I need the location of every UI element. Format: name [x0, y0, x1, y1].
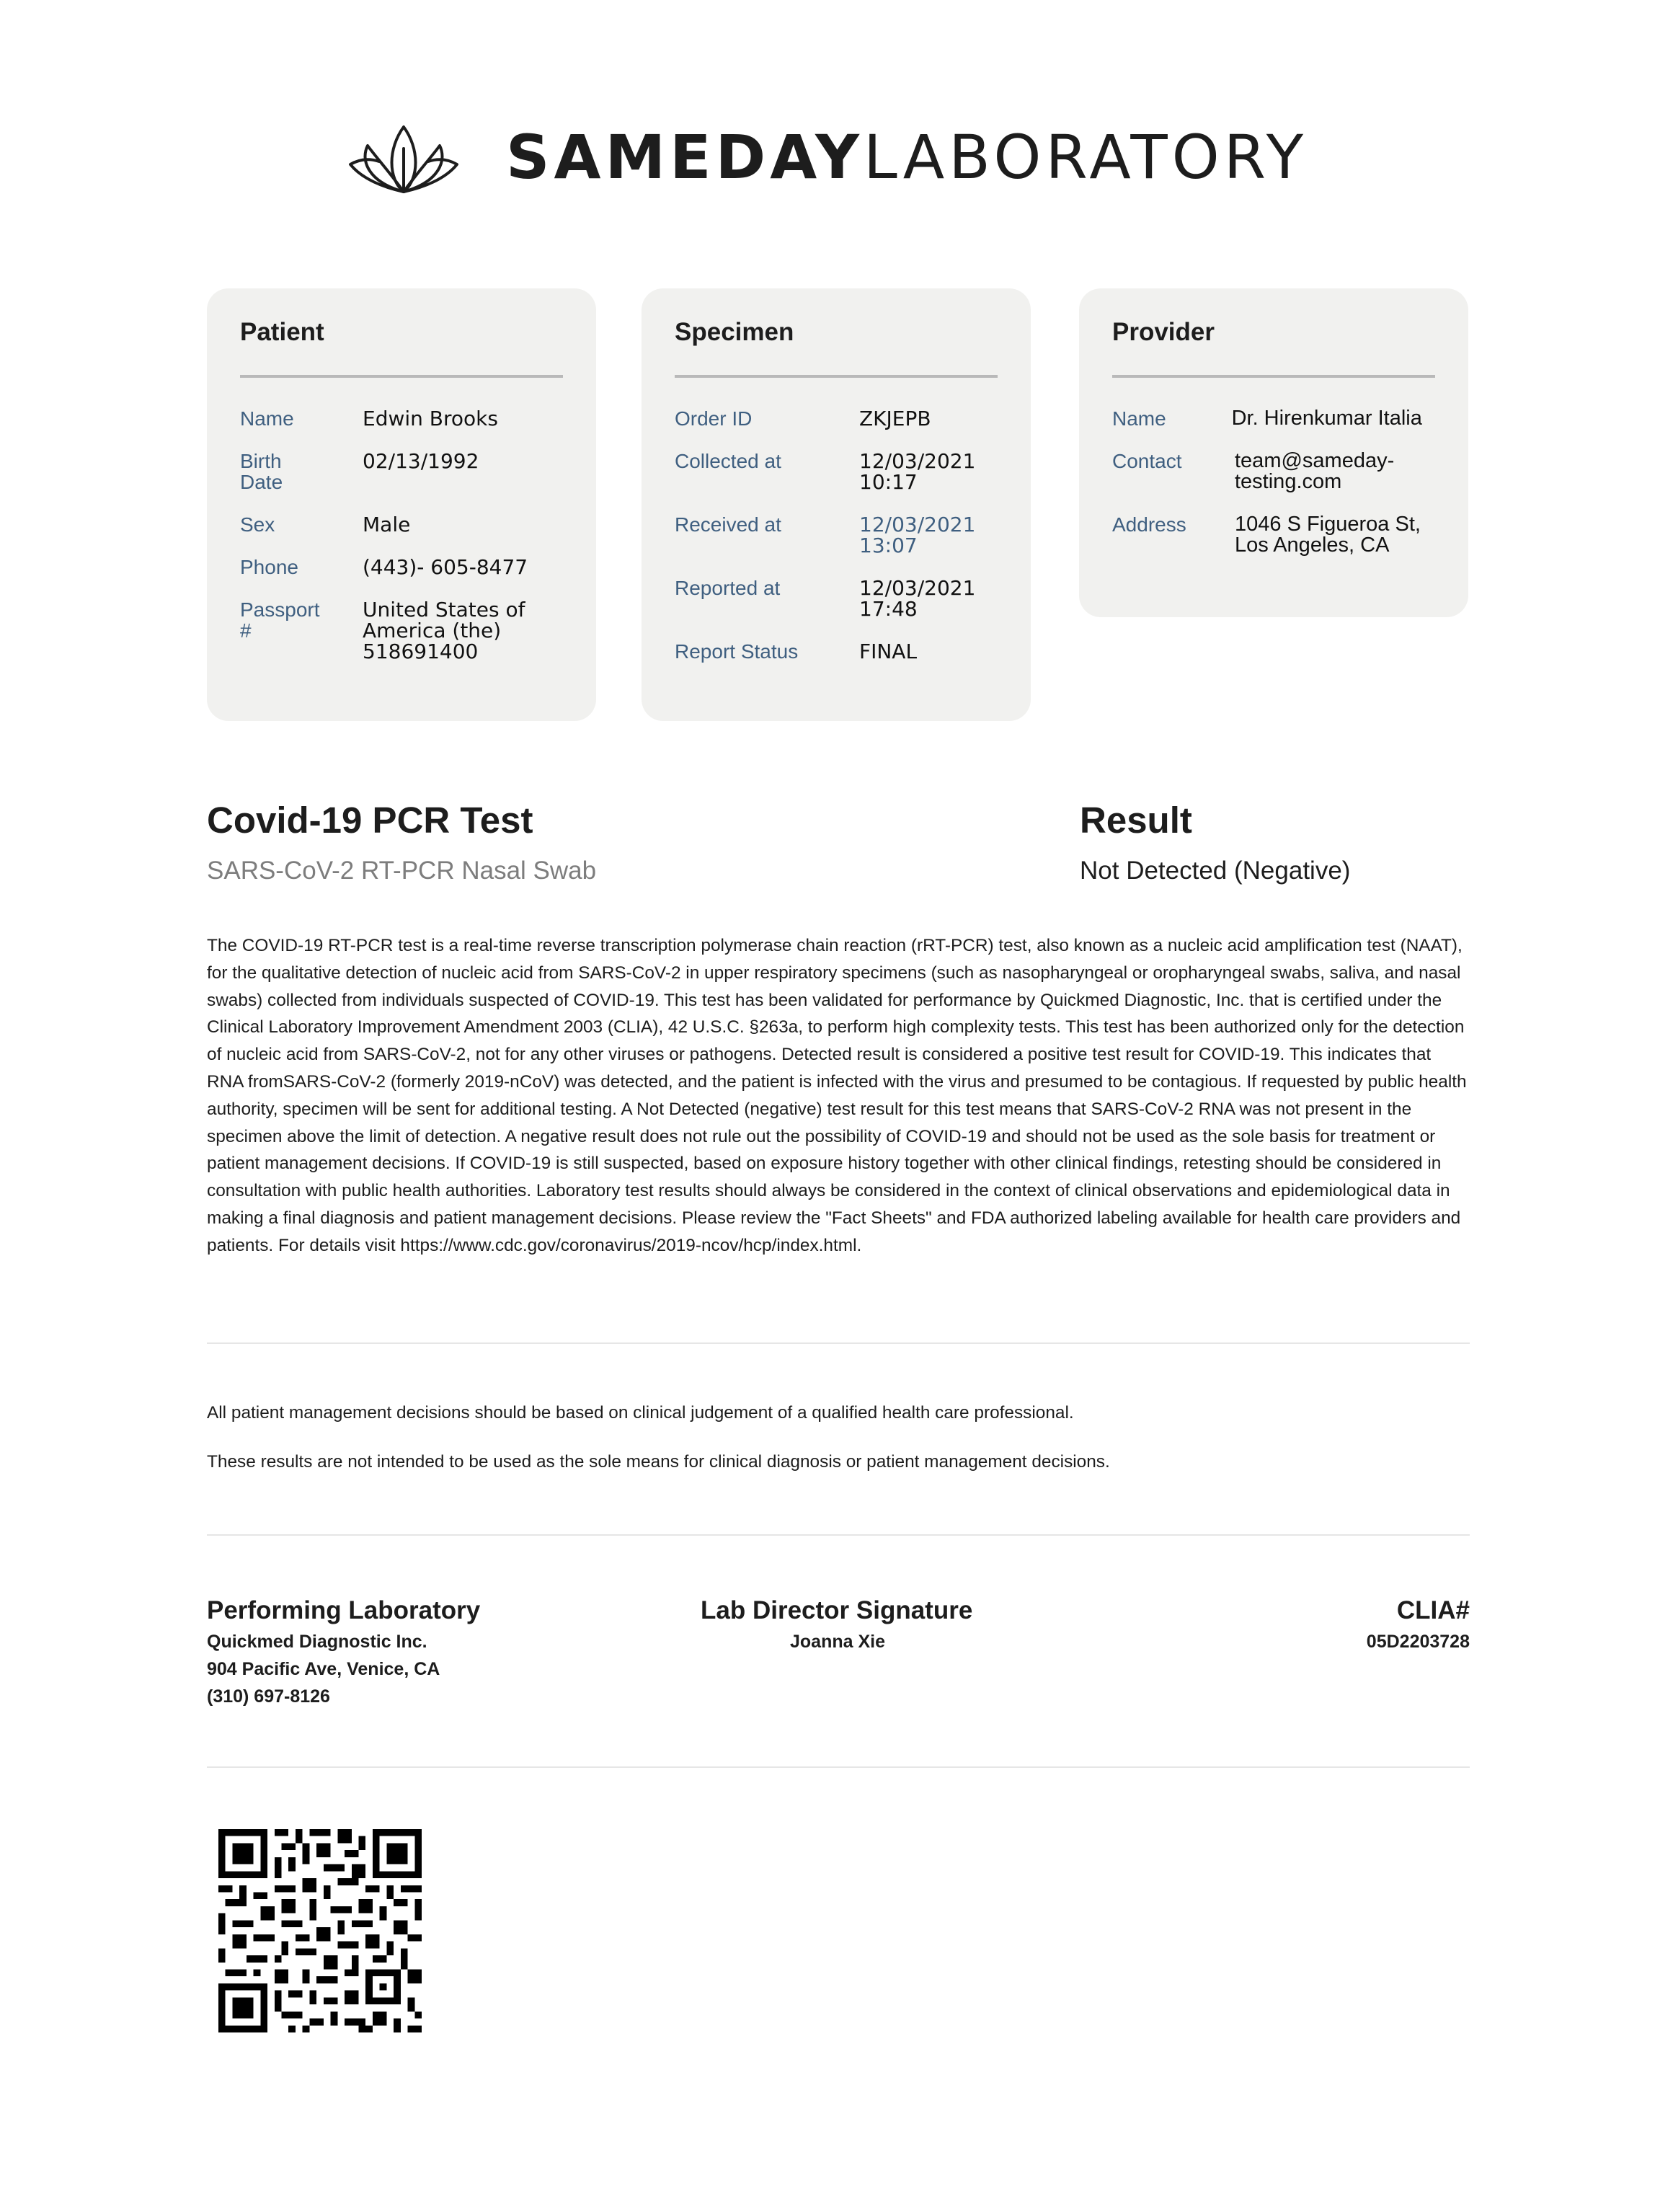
performing-lab-name: Quickmed Diagnostic Inc. — [207, 1632, 427, 1652]
patient-phone-value: (443)- 605-8477 — [363, 555, 528, 579]
lab-director-title: Lab Director Signature — [701, 1596, 973, 1624]
provider-contact-value: team@sameday-testing.com — [1235, 449, 1395, 493]
test-subtitle: SARS-CoV-2 RT-PCR Nasal Swab — [207, 857, 597, 885]
specimen-reported-label: Reported at — [675, 577, 781, 599]
patient-sex-label: Sex — [240, 513, 275, 536]
patient-phone-row — [240, 557, 563, 578]
patient-passport-label: Passport # — [240, 598, 320, 642]
provider-address-value: 1046 S Figueroa St, Los Angeles, CA — [1235, 513, 1421, 557]
specimen-reported-value: 12/03/2021 17:48 — [859, 576, 976, 621]
provider-contact-row — [1112, 451, 1435, 492]
specimen-status-value: FINAL — [859, 640, 918, 663]
logo-light-text: LABORATORY — [864, 122, 1308, 193]
lotus-icon — [346, 117, 461, 198]
specimen-card — [642, 288, 1031, 721]
specimen-collected-row — [675, 451, 998, 492]
qr-code-icon — [218, 1829, 422, 2032]
specimen-status-label: Report Status — [675, 640, 799, 663]
specimen-order-row — [675, 408, 998, 429]
provider-address-row — [1112, 514, 1435, 556]
logo-bold-text: SAMEDAY — [506, 122, 864, 193]
patient-birth-value: 02/13/1992 — [363, 449, 479, 473]
specimen-card-title: Specimen — [675, 318, 794, 346]
specimen-reported-row — [675, 578, 998, 619]
specimen-collected-label: Collected at — [675, 450, 781, 472]
patient-card — [207, 288, 596, 721]
disclaimer-note: All patient management decisions should be based on clinical judgement of a qualified health care professional. — [207, 1403, 1074, 1423]
patient-sex-value: Male — [363, 513, 411, 536]
performing-lab-phone: (310) 697-8126 — [207, 1686, 330, 1707]
test-title: Covid-19 PCR Test — [207, 800, 533, 841]
card-divider — [1112, 375, 1435, 378]
specimen-order-value: ZKJEPB — [859, 407, 931, 430]
disclaimer-note: These results are not intended to be used as the sole means for clinical diagnosis or patient management decisions. — [207, 1452, 1110, 1472]
provider-name-value: Dr. Hirenkumar Italia — [1231, 407, 1422, 430]
patient-phone-label: Phone — [240, 556, 298, 578]
test-description: The COVID-19 RT-PCR test is a real-time reverse transcription polymerase chain reaction (rRT-PCR) test, also known as a nucleic acid amplification test (NAAT), for the qualitative detection of nucleic acid from SARS-CoV-2 in upper respiratory specimens (such as nasopharyngeal or oropharyngeal swabs, saliva, and nasal swabs) collected from individuals suspected of COVID-19. This test has been validated for performance by Quickmed Diagnostic, Inc. that is certified under the Clinical Laboratory Improvement Amendment 2003 (CLIA), 42 U.S.C. §263a, to perform high complexity tests. This test has been authorized only for the detection of nucleic acid from SARS-CoV-2, not for any other viruses or pathogens. Detected result is considered a positive test result for COVID-19. This indicates that RNA fromSARS-CoV-2 (formerly 2019-nCoV) was detected, and the patient is infected with the virus and presumed to be contagious. If requested by public health authority, specimen will be sent for additional testing. A Not Detected (negative) test result for this test means that SARS-CoV-2 RNA was not present in the specimen above the limit of detection. A negative result does not rule out the possibility of COVID-19 and should not be used as the sole basis for treatment or patient management decisions. If COVID-19 is still suspected, based on exposure history together with other clinical findings, retesting should be considered in consultation with public health authorities. Laboratory test results should always be considered in the context of clinical observations and epidemiological data in making a final diagnosis and patient management decisions. Please review the "Fact Sheets" and FDA authorized labeling available for health care providers and patients. For details visit https://www.cdc.gov/coronavirus/2019-ncov/hcp/index.html. — [207, 936, 1467, 1255]
patient-name-row — [240, 408, 563, 429]
lab-director-name: Joanna Xie — [790, 1632, 885, 1652]
patient-passport-value: United States of America (the) 518691400 — [363, 598, 525, 663]
card-divider — [675, 375, 998, 378]
performing-lab-title: Performing Laboratory — [207, 1596, 481, 1624]
card-divider — [240, 375, 563, 378]
provider-name-row — [1112, 408, 1435, 429]
patient-birth-label: Birth Date — [240, 450, 283, 493]
specimen-received-label: Received at — [675, 513, 781, 536]
performing-lab-address: 904 Pacific Ave, Venice, CA — [207, 1659, 440, 1679]
specimen-status-row — [675, 641, 998, 662]
provider-address-label: Address — [1112, 513, 1186, 536]
section-divider — [207, 1534, 1470, 1536]
result-value: Not Detected (Negative) — [1080, 857, 1351, 885]
lab-logo — [346, 114, 1308, 200]
patient-name-label: Name — [240, 407, 294, 430]
provider-card-title: Provider — [1112, 318, 1215, 346]
patient-name-value: Edwin Brooks — [363, 407, 498, 430]
lab-wordmark — [506, 122, 1308, 193]
provider-card — [1079, 288, 1468, 617]
patient-birth-row — [240, 451, 563, 492]
specimen-order-label: Order ID — [675, 407, 753, 430]
section-divider — [207, 1766, 1470, 1768]
patient-sex-row — [240, 514, 563, 535]
patient-card-title: Patient — [240, 318, 324, 346]
result-title: Result — [1080, 800, 1192, 841]
clia-title: CLIA# — [1396, 1596, 1470, 1624]
clia-number: 05D2203728 — [1366, 1632, 1470, 1652]
patient-passport-row — [240, 599, 563, 662]
specimen-received-row — [675, 514, 998, 556]
specimen-received-value: 12/03/2021 13:07 — [859, 513, 976, 557]
specimen-collected-value: 12/03/2021 10:17 — [859, 449, 976, 494]
provider-contact-label: Contact — [1112, 450, 1182, 472]
provider-name-label: Name — [1112, 407, 1166, 430]
section-divider — [207, 1342, 1470, 1344]
